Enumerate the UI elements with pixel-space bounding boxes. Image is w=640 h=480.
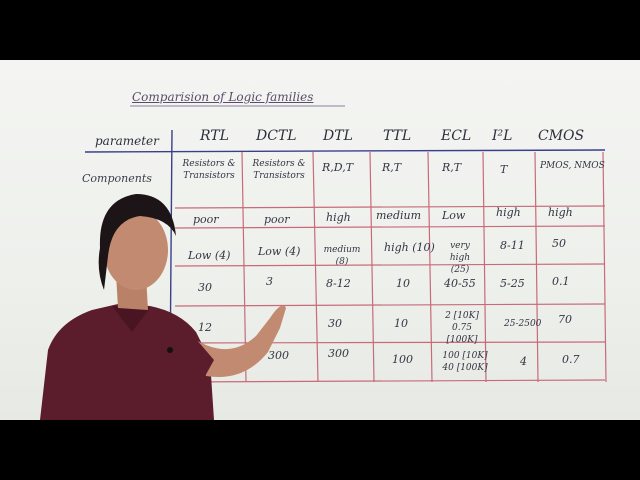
- family-ecl: ECL: [441, 128, 472, 144]
- cell: Low (4): [258, 245, 301, 258]
- letterbox-bottom: [0, 420, 640, 480]
- family-ttl: TTL: [383, 128, 412, 144]
- cell: very high (25): [449, 241, 471, 275]
- cell: 100 [10K] 40 [100K]: [442, 351, 488, 373]
- cell: 12: [198, 321, 212, 334]
- presenter: [0, 60, 640, 420]
- cell: 300: [328, 347, 349, 360]
- cell: T: [500, 163, 508, 176]
- cell: R,T: [382, 161, 402, 174]
- cell: R,D,T: [322, 161, 354, 174]
- board-title: Comparision of Logic families: [132, 90, 314, 104]
- cell: high: [548, 206, 573, 219]
- cell: high (10): [384, 241, 435, 254]
- cell: Low: [442, 209, 466, 222]
- family-dtl: DTL: [323, 128, 353, 144]
- family-i2l: I²L: [492, 128, 513, 144]
- cell: 70: [558, 313, 572, 326]
- cell: 2 [10K] 0.75 [100K]: [445, 311, 479, 345]
- cell: R,T: [442, 161, 462, 174]
- cell: high: [496, 206, 521, 219]
- family-dctl: DCTL: [256, 128, 297, 144]
- cell: high: [326, 211, 351, 224]
- cell: 30: [198, 281, 212, 294]
- cell: Resistors & Transistors: [182, 159, 236, 181]
- cell: 3: [266, 275, 273, 288]
- cell: 5-25: [500, 277, 525, 290]
- cell: poor: [193, 213, 219, 226]
- cell: 4: [520, 355, 527, 368]
- cell: 40-55: [444, 277, 476, 290]
- cell: medium (8): [323, 245, 361, 267]
- cell: 0.7: [562, 353, 580, 366]
- cell: medium: [376, 209, 422, 222]
- cell: Low (4): [188, 249, 231, 262]
- cell: 25-2500: [504, 319, 542, 329]
- param-header: parameter: [95, 134, 159, 148]
- cell: PMOS, NMOS: [540, 161, 605, 171]
- cell: 0.1: [552, 275, 570, 288]
- cell: Resistors & Transistors: [252, 159, 306, 181]
- cell: 30: [328, 317, 342, 330]
- cell: 8-11: [500, 239, 525, 252]
- cell: 10: [396, 277, 410, 290]
- cell: 50: [552, 237, 566, 250]
- cell: 8-12: [326, 277, 351, 290]
- cell: 300: [268, 349, 289, 362]
- family-rtl: RTL: [200, 128, 229, 144]
- row-label-components: Components: [82, 172, 152, 185]
- cell: 100: [392, 353, 413, 366]
- cell: 10: [394, 317, 408, 330]
- cell: poor: [264, 213, 290, 226]
- whiteboard: [0, 60, 640, 420]
- family-cmos: CMOS: [538, 128, 585, 144]
- letterbox-top: [0, 0, 640, 60]
